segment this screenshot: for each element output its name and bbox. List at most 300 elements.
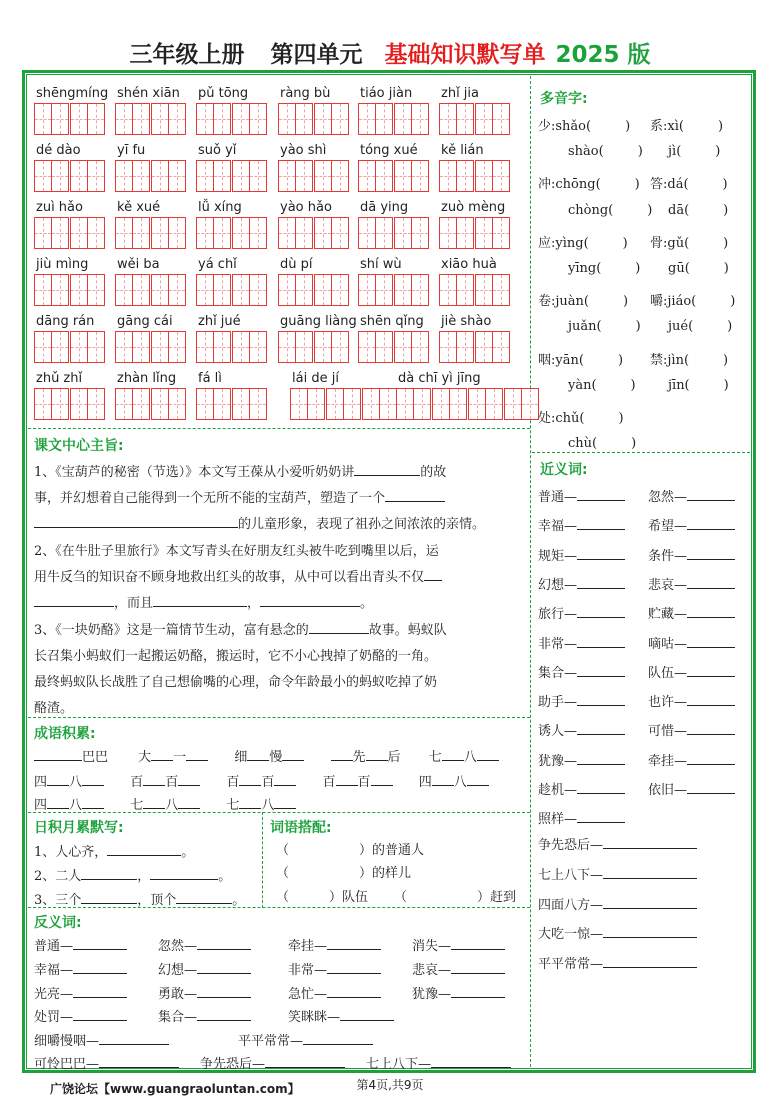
antonym-item: [34, 959, 127, 978]
answer-blank[interactable]: [603, 895, 697, 909]
synonym-item: [648, 691, 735, 710]
grid-cell: [249, 388, 267, 420]
antonym-item: [412, 959, 505, 978]
antonym-item: [158, 983, 251, 1002]
answer-blank[interactable]: [577, 604, 625, 618]
answer-blank[interactable]: [687, 546, 735, 560]
polyphone-row: yīng( ) gū( ): [568, 261, 729, 276]
grid-cell: [196, 331, 214, 363]
grid-cell: [411, 217, 429, 249]
synonym-item: [538, 864, 697, 883]
writing-grid[interactable]: [358, 217, 428, 249]
grid-cell: [492, 160, 510, 192]
section-main-idea: 课文中心主旨:: [34, 438, 124, 454]
writing-grid[interactable]: [439, 217, 509, 249]
writing-grid[interactable]: [278, 274, 348, 306]
answer-blank[interactable]: [687, 692, 735, 706]
synonym-item: [538, 691, 625, 710]
main-idea-line: 酪渣。: [34, 701, 74, 716]
antonym-word: 幸福—: [34, 963, 74, 978]
pinyin-label: zuì hǎo: [36, 200, 83, 215]
grid-cell: [331, 103, 349, 135]
antonym-word: 光亮—: [34, 987, 74, 1002]
grid-cell: [70, 160, 88, 192]
answer-blank[interactable]: [687, 663, 735, 677]
grid-cell: [343, 388, 361, 420]
grid-cell: [278, 274, 296, 306]
pinyin-label: lǚ xíng: [198, 200, 242, 215]
answer-blank[interactable]: [687, 604, 735, 618]
synonym-word: 队伍—: [648, 665, 688, 681]
grid-cell: [151, 388, 169, 420]
idiom-row: 巴巴 大 一 细 慢 先 后 七 八: [34, 746, 499, 765]
answer-blank[interactable]: [73, 936, 127, 950]
writing-grid[interactable]: [439, 274, 509, 306]
pinyin-label: pǔ tōng: [198, 86, 249, 101]
poly-reading: jīn(: [668, 377, 690, 393]
antonym-item: [288, 983, 381, 1002]
grid-cell: [151, 103, 169, 135]
synonym-item: [538, 486, 625, 505]
writing-grid[interactable]: [34, 331, 104, 363]
writing-grid[interactable]: [196, 331, 266, 363]
poly-reading: gǔ(: [667, 235, 690, 251]
answer-blank[interactable]: [197, 936, 251, 950]
writing-grid[interactable]: [196, 217, 266, 249]
writing-grid[interactable]: [196, 103, 266, 135]
answer-blank[interactable]: [73, 1007, 127, 1021]
poly-char: 咽:: [538, 352, 556, 368]
answer-blank[interactable]: [687, 721, 735, 735]
polyphone-row: juǎn( ) jué( ): [568, 319, 733, 335]
answer-blank[interactable]: [577, 487, 625, 501]
grid-cell: [432, 388, 450, 420]
answer-blank[interactable]: [687, 751, 735, 765]
writing-grid[interactable]: [34, 217, 104, 249]
poly-char: 答:: [650, 177, 668, 193]
poly-reading: jiáo(: [667, 294, 697, 310]
grid-cell: [358, 217, 376, 249]
polyphone-row: 少:shǎo( ) 系:xì( ): [538, 119, 724, 134]
grid-cell: [475, 103, 493, 135]
writing-grid[interactable]: [358, 160, 428, 192]
synonym-item: [538, 834, 697, 853]
answer-blank[interactable]: [327, 936, 381, 950]
grid-cell: [213, 103, 231, 135]
answer-blank[interactable]: [577, 516, 625, 530]
answer-blank[interactable]: [451, 936, 505, 950]
poly-char: 骨:: [650, 235, 668, 251]
answer-blank[interactable]: [99, 1054, 179, 1068]
answer-blank[interactable]: [99, 1031, 169, 1045]
poly-char: 系:: [650, 119, 668, 134]
grid-cell: [87, 331, 105, 363]
answer-blank[interactable]: [577, 634, 625, 648]
synonym-word: 希望—: [648, 519, 688, 535]
grid-cell: [70, 103, 88, 135]
pinyin-label: lái de jí: [292, 371, 339, 386]
grid-cell: [51, 103, 69, 135]
grid-cell: [314, 331, 332, 363]
grid-cell: [307, 388, 325, 420]
grid-cell: [411, 160, 429, 192]
answer-blank[interactable]: [687, 634, 735, 648]
writing-grid[interactable]: [34, 388, 104, 420]
writing-grid[interactable]: [115, 103, 185, 135]
writing-grid[interactable]: [196, 160, 266, 192]
grid-cell: [492, 274, 510, 306]
grid-cell: [34, 331, 52, 363]
grid-cell: [278, 331, 296, 363]
grid-cell: [295, 103, 313, 135]
grid-cell: [358, 160, 376, 192]
antonym-word: 细嚼慢咽—: [34, 1034, 100, 1049]
synonym-word: 依旧—: [648, 783, 688, 798]
writing-grid[interactable]: [278, 160, 348, 192]
pinyin-label: yá chǐ: [198, 257, 237, 272]
synonym-item: [538, 720, 625, 739]
grid-cell: [394, 160, 412, 192]
synonym-item: [648, 574, 735, 593]
grid-cell: [331, 217, 349, 249]
writing-grid[interactable]: [196, 274, 266, 306]
writing-grid[interactable]: [439, 160, 509, 192]
section-polyphone: 多音字:: [540, 91, 588, 107]
pinyin-label: shén xiān: [117, 86, 180, 101]
grid-cell: [151, 217, 169, 249]
writing-grid[interactable]: [358, 331, 428, 363]
polyphone-row: 咽:yān( ) 禁:jìn( ): [538, 352, 729, 368]
section-antonyms: 反义词:: [34, 915, 82, 931]
answer-blank[interactable]: [603, 924, 697, 938]
synonym-word: 照样—: [538, 812, 578, 828]
writing-grid[interactable]: [278, 331, 348, 363]
main-idea-line: 2、《在牛肚子里旅行》本文写青头在好朋友红头被牛吃到嘴里以后，运: [34, 544, 439, 559]
grid-cell: [375, 160, 393, 192]
grid-cell: [34, 388, 52, 420]
grid-cell: [249, 160, 267, 192]
synonym-word: 诱人—: [538, 724, 578, 740]
synonym-item: [538, 923, 697, 942]
poly-reading: jìn(: [667, 352, 690, 368]
section-daily: 日积月累默写:: [34, 820, 124, 836]
answer-blank[interactable]: [327, 960, 381, 974]
poly-reading: jué(: [668, 319, 694, 335]
pinyin-label: guāng liàng: [280, 314, 357, 329]
writing-grid[interactable]: [115, 217, 185, 249]
writing-grid[interactable]: [115, 274, 185, 306]
polyphone-row: 冲:chōng( ) 答:dá( ): [538, 177, 728, 193]
grid-cell: [290, 388, 308, 420]
answer-blank[interactable]: [577, 663, 625, 677]
grid-cell: [232, 217, 250, 249]
synonym-word: 幸福—: [538, 519, 578, 535]
pinyin-label: dé dào: [36, 143, 81, 158]
synonym-word: 平平常常—: [538, 957, 604, 973]
poly-reading: yīng(: [568, 261, 602, 276]
main-idea-line: 事，并幻想着自己能得到一个无所不能的宝葫芦，塑造了一个: [34, 487, 445, 506]
pinyin-label: zhǐ jué: [198, 314, 241, 329]
daily-line: 1、人心齐， 。: [34, 841, 194, 860]
writing-grid[interactable]: [358, 103, 428, 135]
synonym-word: 嘀咕—: [648, 636, 688, 652]
grid-cell: [168, 388, 186, 420]
grid-cell: [70, 217, 88, 249]
answer-blank[interactable]: [687, 575, 735, 589]
grid-cell: [394, 274, 412, 306]
grid-cell: [132, 103, 150, 135]
grid-cell: [362, 388, 380, 420]
antonym-item: [158, 959, 251, 978]
grid-cell: [439, 160, 457, 192]
answer-blank[interactable]: [197, 1007, 251, 1021]
main-idea-line: 最终蚂蚁队长战胜了自己想偷嘴的心理，命令年龄最小的蚂蚁吃掉了奶: [34, 675, 438, 690]
grid-cell: [34, 103, 52, 135]
antonym-word: 七上八下—: [366, 1057, 432, 1072]
grid-cell: [394, 331, 412, 363]
pinyin-label: zuò mèng: [441, 200, 506, 215]
answer-blank[interactable]: [577, 751, 625, 765]
synonym-word: 趁机—: [538, 783, 578, 798]
writing-grid[interactable]: [396, 388, 538, 420]
grid-cell: [249, 103, 267, 135]
writing-grid[interactable]: [115, 160, 185, 192]
grid-cell: [51, 331, 69, 363]
synonym-item: [538, 808, 625, 827]
grid-cell: [449, 388, 467, 420]
antonym-word: 忽然—: [158, 939, 198, 954]
poly-reading: juàn(: [555, 294, 589, 310]
writing-grid[interactable]: [196, 388, 266, 420]
grid-cell: [168, 331, 186, 363]
grid-cell: [70, 274, 88, 306]
antonym-item: [34, 1006, 127, 1025]
antonym-word: 牵挂—: [288, 939, 328, 954]
grid-cell: [379, 388, 397, 420]
poly-reading: xì(: [667, 119, 684, 134]
pinyin-label: zhǐ jia: [441, 86, 479, 101]
answer-blank[interactable]: [265, 1054, 345, 1068]
column-divider: [530, 76, 531, 1067]
page-number: 第4页,共9页: [356, 1078, 424, 1092]
grid-cell: [132, 217, 150, 249]
writing-grid[interactable]: [358, 274, 428, 306]
grid-cell: [295, 160, 313, 192]
grid-cell: [34, 160, 52, 192]
poly-reading: chǔ(: [555, 411, 585, 426]
pinyin-label: dā ying: [360, 200, 409, 215]
pinyin-label: tóng xué: [360, 143, 418, 158]
writing-grid[interactable]: [34, 274, 104, 306]
main-idea-line: 3、《一块奶酪》这是一篇情节生动，富有悬念的 故事。蚂蚁队: [34, 619, 447, 638]
grid-cell: [249, 217, 267, 249]
answer-blank[interactable]: [197, 960, 251, 974]
answer-blank[interactable]: [577, 809, 625, 823]
pinyin-label: jiù mìng: [36, 257, 89, 272]
answer-blank[interactable]: [603, 865, 697, 879]
synonym-item: [538, 750, 625, 769]
pinyin-label: gāng cái: [117, 314, 173, 329]
antonym-word: 非常—: [288, 963, 328, 978]
grid-cell: [115, 103, 133, 135]
grid-cell: [278, 160, 296, 192]
poly-char: 少:: [538, 119, 556, 134]
answer-blank[interactable]: [340, 1007, 394, 1021]
grid-cell: [411, 103, 429, 135]
grid-cell: [475, 274, 493, 306]
writing-grid[interactable]: [34, 103, 104, 135]
pinyin-label: dāng rán: [36, 314, 95, 329]
antonym-item: [238, 1030, 373, 1049]
grid-cell: [278, 103, 296, 135]
answer-blank[interactable]: [303, 1031, 373, 1045]
pinyin-label: jiè shào: [441, 314, 492, 329]
antonym-word: 处罚—: [34, 1010, 74, 1025]
synonym-item: [538, 603, 625, 622]
daily-line: 3、三个 ，顶个 。: [34, 889, 245, 908]
grid-cell: [331, 331, 349, 363]
answer-blank[interactable]: [73, 960, 127, 974]
writing-grid[interactable]: [278, 103, 348, 135]
answer-blank[interactable]: [73, 984, 127, 998]
grid-cell: [456, 160, 474, 192]
grid-cell: [314, 103, 332, 135]
grid-cell: [358, 331, 376, 363]
grid-cell: [87, 217, 105, 249]
antonym-word: 可怜巴巴—: [34, 1057, 100, 1072]
antonym-item: [34, 983, 127, 1002]
grid-cell: [295, 274, 313, 306]
grid-cell: [132, 388, 150, 420]
polyphone-row: 处:chǔ( ): [538, 411, 624, 426]
pinyin-label: dà chī yì jīng: [398, 371, 481, 386]
grid-cell: [295, 217, 313, 249]
synonym-word: 条件—: [648, 548, 688, 564]
grid-cell: [468, 388, 486, 420]
answer-blank[interactable]: [451, 984, 505, 998]
poly-reading: yàn(: [568, 377, 597, 393]
grid-cell: [331, 274, 349, 306]
grid-cell: [151, 274, 169, 306]
grid-cell: [168, 217, 186, 249]
grid-cell: [115, 217, 133, 249]
grid-cell: [213, 274, 231, 306]
grid-cell: [213, 160, 231, 192]
writing-grid[interactable]: [278, 217, 348, 249]
synonym-word: 悲哀—: [648, 577, 688, 593]
antonym-item: [158, 1006, 251, 1025]
poly-reading: chòng(: [568, 202, 614, 218]
pairing-line: （ ）的普通人: [276, 843, 425, 858]
answer-blank[interactable]: [431, 1054, 511, 1068]
antonym-word: 幻想—: [158, 963, 198, 978]
writing-grid[interactable]: [34, 160, 104, 192]
answer-blank[interactable]: [577, 721, 625, 735]
grid-cell: [375, 103, 393, 135]
grid-cell: [70, 331, 88, 363]
idiom-row: 四 八 百 百 百 百 百 百 四 八: [34, 771, 489, 790]
synonym-word: 旅行—: [538, 607, 578, 623]
poly-char: 冲:: [538, 177, 556, 193]
answer-blank[interactable]: [577, 780, 625, 794]
grid-cell: [439, 103, 457, 135]
grid-cell: [196, 160, 214, 192]
synonym-item: [538, 633, 625, 652]
answer-blank[interactable]: [687, 780, 735, 794]
grid-cell: [196, 388, 214, 420]
answer-blank[interactable]: [603, 954, 697, 968]
answer-blank[interactable]: [451, 960, 505, 974]
answer-blank[interactable]: [327, 984, 381, 998]
grid-cell: [358, 103, 376, 135]
poly-reading: gū(: [668, 261, 690, 276]
answer-blank[interactable]: [603, 835, 697, 849]
writing-grid[interactable]: [439, 331, 509, 363]
grid-cell: [394, 103, 412, 135]
writing-grid[interactable]: [290, 388, 396, 420]
antonym-item: [288, 935, 381, 954]
idiom-row: 四 八 七 八 七 八: [34, 794, 296, 813]
grid-cell: [358, 274, 376, 306]
pinyin-label: ràng bù: [280, 86, 331, 101]
pinyin-label: xiāo huà: [441, 257, 497, 272]
grid-cell: [439, 331, 457, 363]
page-title: [0, 36, 780, 69]
answer-blank[interactable]: [687, 516, 735, 530]
pinyin-label: zhàn lǐng: [117, 371, 177, 386]
grid-cell: [34, 217, 52, 249]
synonym-word: 牵挂—: [648, 753, 688, 769]
grid-cell: [151, 160, 169, 192]
main-idea-line: 长召集小蚂蚁们一起搬运奶酪，搬运时，它不小心拽掉了奶酪的一角。: [34, 649, 438, 664]
answer-blank[interactable]: [577, 546, 625, 560]
grid-cell: [326, 388, 344, 420]
poly-reading: shǎo(: [555, 119, 592, 134]
answer-blank[interactable]: [577, 692, 625, 706]
writing-grid[interactable]: [439, 103, 509, 135]
writing-grid[interactable]: [115, 388, 185, 420]
poly-reading: chù(: [568, 436, 598, 452]
poly-char: 应:: [538, 235, 556, 251]
synonym-word: 普通—: [538, 490, 578, 505]
antonym-word: 笑眯眯—: [288, 1010, 341, 1025]
main-idea-line: 用牛反刍的知识奋不顾身地救出红头的故事，从中可以看出青头不仅: [34, 566, 442, 585]
antonym-item: [288, 1006, 394, 1025]
antonym-word: 勇敢—: [158, 987, 198, 1002]
synonym-word: 可惜—: [648, 724, 688, 740]
grid-cell: [485, 388, 503, 420]
synonym-item: [648, 750, 735, 769]
grid-cell: [375, 274, 393, 306]
synonym-word: 规矩—: [538, 548, 578, 564]
grid-cell: [87, 160, 105, 192]
grid-cell: [375, 217, 393, 249]
pinyin-label: shí wù: [360, 257, 402, 272]
pinyin-label: yào shì: [280, 143, 327, 158]
answer-blank[interactable]: [197, 984, 251, 998]
synonym-item: [648, 779, 735, 798]
antonym-word: 集合—: [158, 1010, 198, 1025]
divider-daily: [262, 812, 263, 908]
writing-grid[interactable]: [115, 331, 185, 363]
title-year: 2025 版: [555, 42, 651, 68]
antonym-item: [158, 935, 251, 954]
pinyin-label: dù pí: [280, 257, 313, 272]
grid-cell: [396, 388, 414, 420]
answer-blank[interactable]: [687, 487, 735, 501]
answer-blank[interactable]: [577, 575, 625, 589]
grid-cell: [70, 388, 88, 420]
